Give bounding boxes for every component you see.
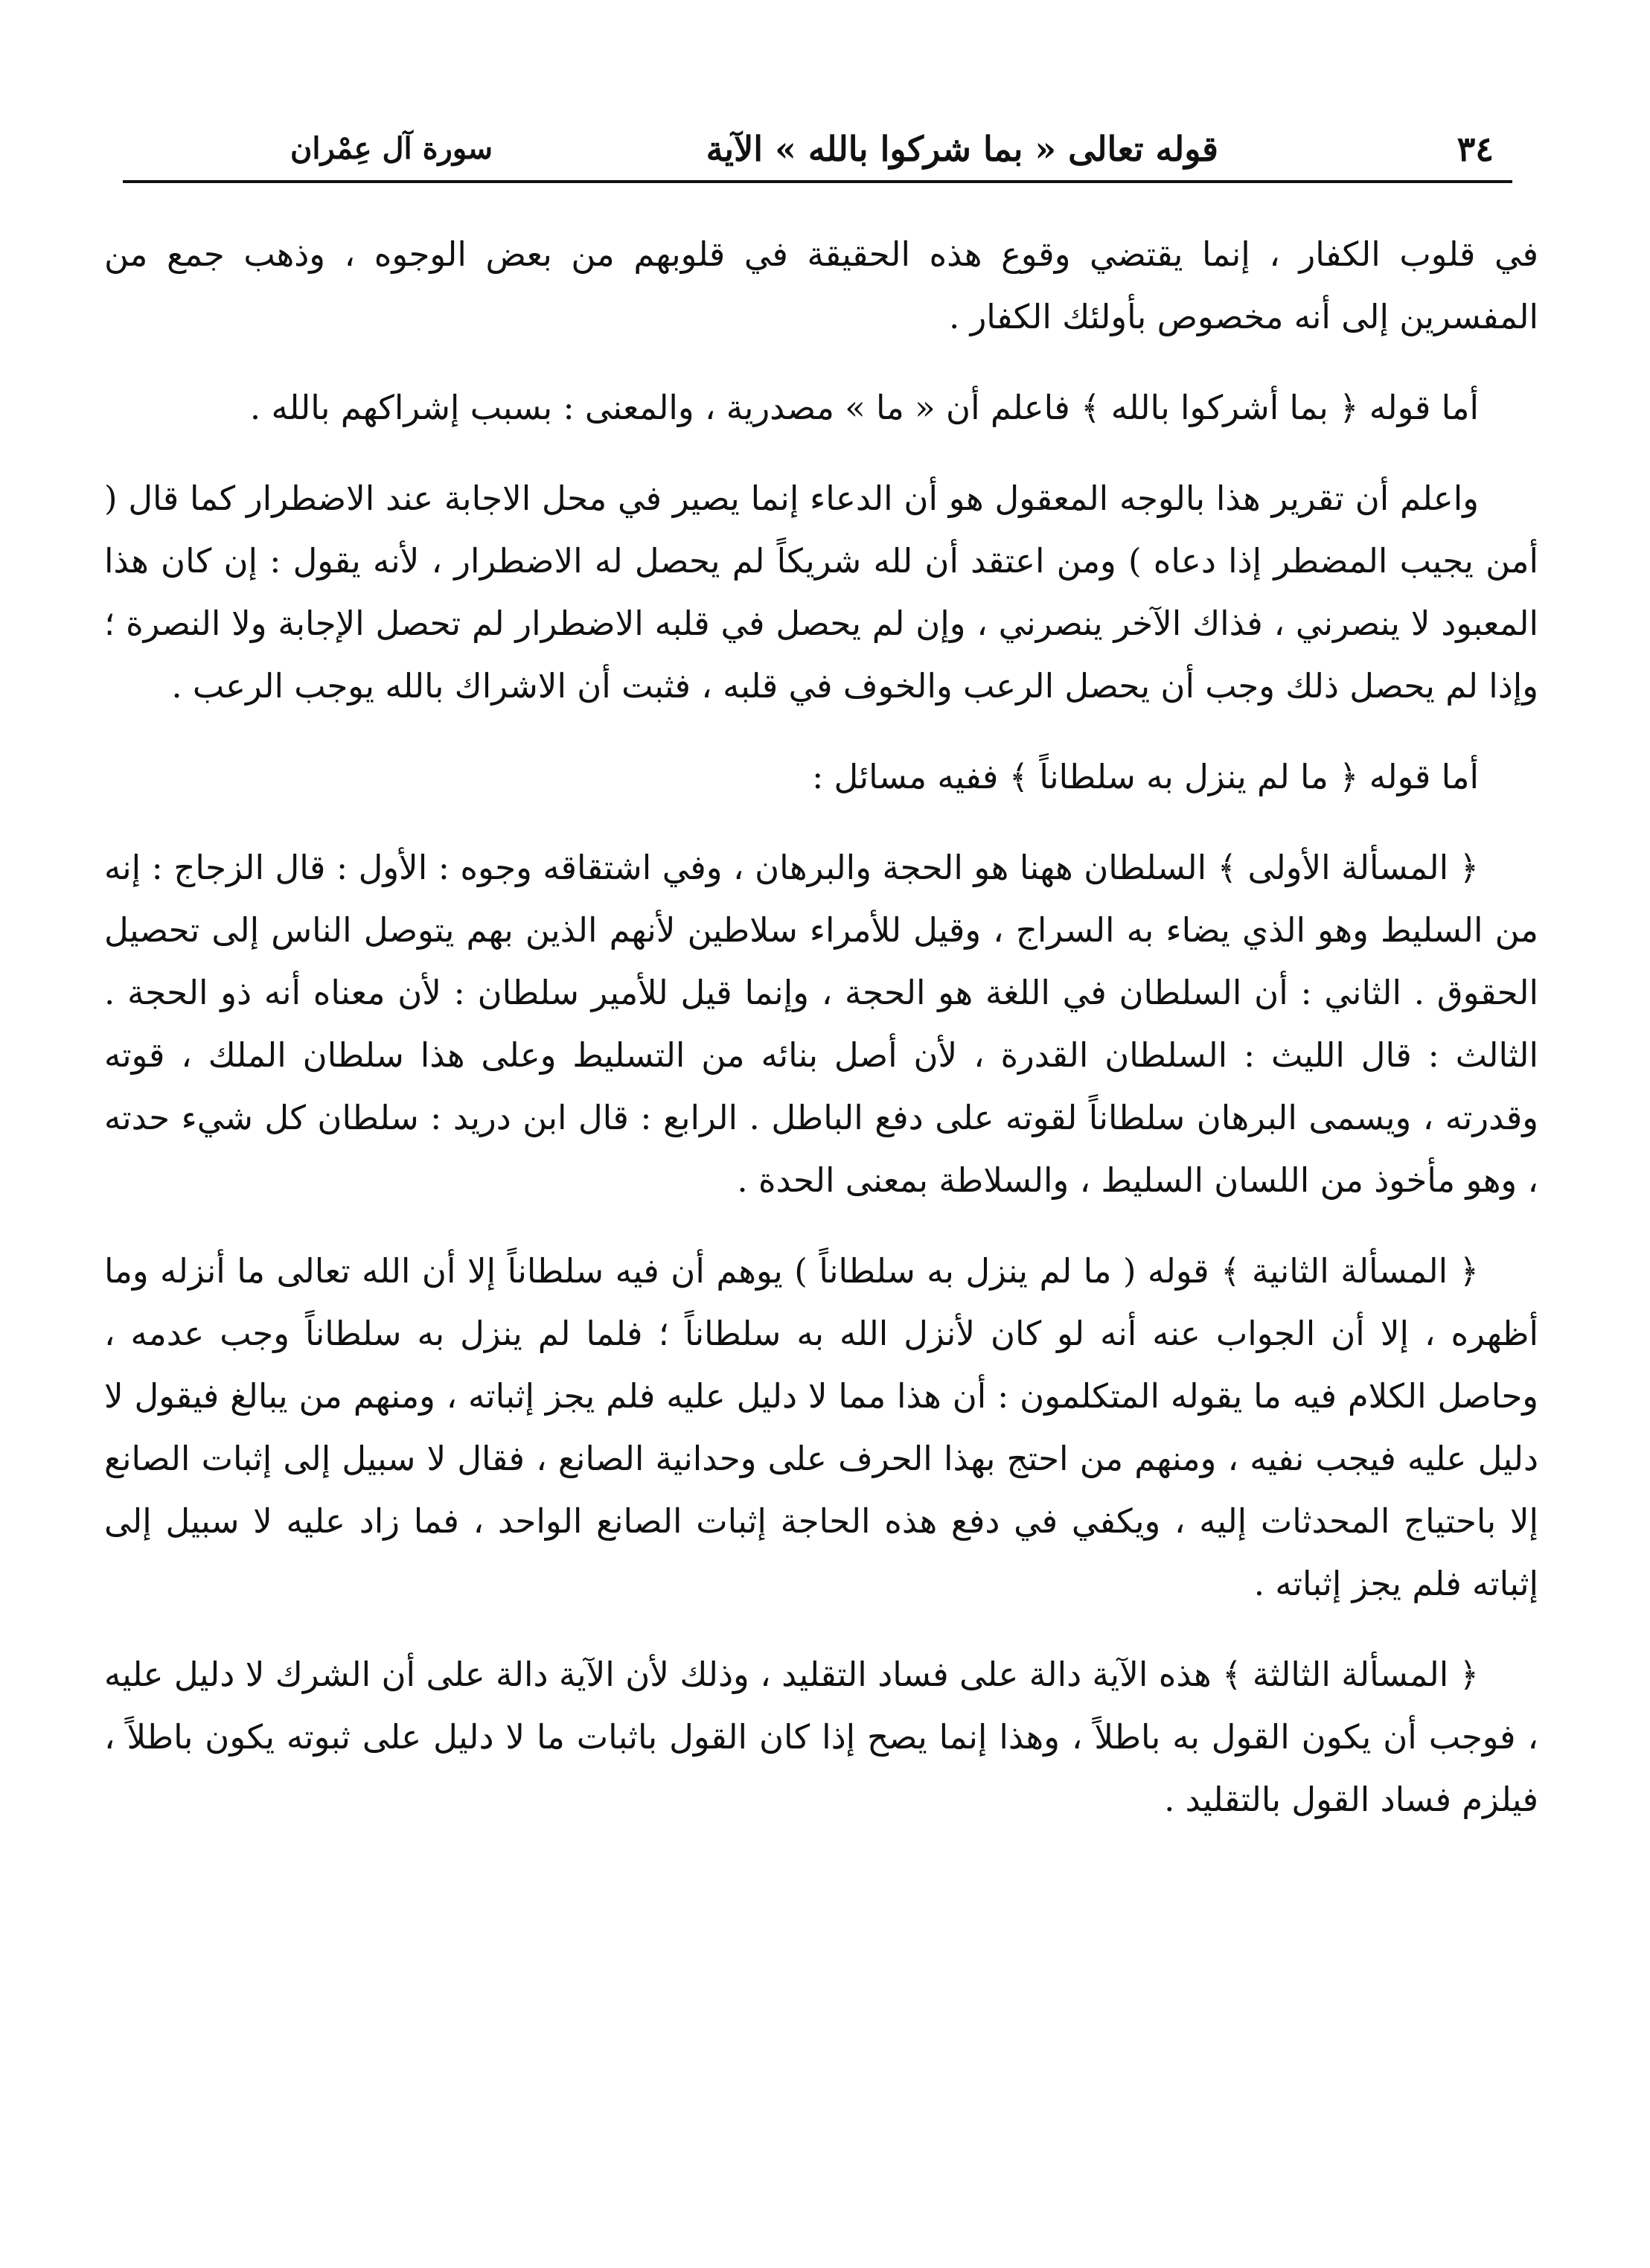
- page-header: [119, 119, 1501, 179]
- header-rule: [123, 180, 1512, 183]
- paragraph: في قلوب الكفار ، إنما يقتضي وقوع هذه الحقيقة في قلوبهم من بعض الوجوه ، وذهب جمع من المفسرين إلى أنه مخصوص بأولئك الكفار .: [104, 234, 1538, 336]
- paragraph: أما قوله ﴿ ما لم ينزل به سلطاناً ﴾ ففيه مسائل :: [812, 757, 1479, 796]
- page-body: [104, 223, 1538, 1859]
- paragraph: واعلم أن تقرير هذا بالوجه المعقول هو أن الدعاء إنما يصير في محل الاجابة عند الاضطرار كما قال ( أمن يجيب المضطر إذا دعاه ) ومن اعتقد أن لله شريكاً لم يحصل له الاضطرار ، لأنه يقول : إن كان هذا المعبود لا ينصرني ، فذاك الآخر ينصرني ، وإن لم يحصل في قلبه الاضطرار لم تحصل الإجابة ولا النصرة ؛ وإذا لم يحصل ذلك وجب أن يحصل الرعب والخوف في قلبه ، فثبت أن الاشراك بالله يوجب الرعب .: [104, 479, 1538, 706]
- paragraph: ﴿ المسألة الثالثة ﴾ هذه الآية دالة على فساد التقليد ، وذلك لأن الآية دالة على أن الشرك لا دليل عليه ، فوجب أن يكون القول به باطلاً ، وهذا إنما يصح إذا كان القول باثبات ما لا دليل على ثبوته يكون باطلاً ، فيلزم فساد القول بالتقليد .: [104, 1655, 1538, 1819]
- page-number: ٣٤: [1456, 129, 1494, 169]
- running-title: قوله تعالى « بما شركوا بالله » الآية: [706, 129, 1218, 169]
- paragraph: ﴿ المسألة الأولى ﴾ السلطان ههنا هو الحجة والبرهان ، وفي اشتقاقه وجوه : الأول : قال الزجاج : إنه من السليط وهو الذي يضاء به السراج ، وقيل للأمراء سلاطين لأنهم الذين بهم يتوصل الناس إلى تحصيل الحقوق . الثاني : أن السلطان في اللغة هو الحجة ، وإنما قيل للأمير سلطان : لأن معناه أنه ذو الحجة . الثالث : قال الليث : السلطان القدرة ، لأن أصل بنائه من التسليط وعلى هذا سلطان الملك ، قوته وقدرته ، ويسمى البرهان سلطاناً لقوته على دفع الباطل . الرابع : قال ابن دريد : سلطان كل شيء حدته ، وهو مأخوذ من اللسان السليط ، والسلاطة بمعنى الحدة .: [104, 848, 1538, 1200]
- paragraph: أما قوله ﴿ بما أشركوا بالله ﴾ فاعلم أن « ما » مصدرية ، والمعنى : بسبب إشراكهم بالله .: [249, 388, 1479, 427]
- surah-name: سورة آل عِمْران: [290, 131, 493, 166]
- paragraph: ﴿ المسألة الثانية ﴾ قوله ( ما لم ينزل به سلطاناً ) يوهم أن فيه سلطاناً إلا أن الله تعالى ما أنزله وما أظهره ، إلا أن الجواب عنه أنه لو كان لأنزل الله به سلطاناً ؛ فلما لم ينزل به سلطاناً وجب عدمه ، وحاصل الكلام فيه ما يقوله المتكلمون : أن هذا مما لا دليل عليه فلم يجز إثباته ، ومنهم من يبالغ فيقول لا دليل عليه فيجب نفيه ، ومنهم من احتج بهذا الحرف على وحدانية الصانع ، فقال لا سبيل إلى إثبات الصانع إلا باحتياج المحدثات إليه ، ويكفي في دفع هذه الحاجة إثبات الصانع الواحد ، فما زاد عليه لا سبيل إلى إثباته فلم يجز إثباته .: [104, 1251, 1538, 1603]
